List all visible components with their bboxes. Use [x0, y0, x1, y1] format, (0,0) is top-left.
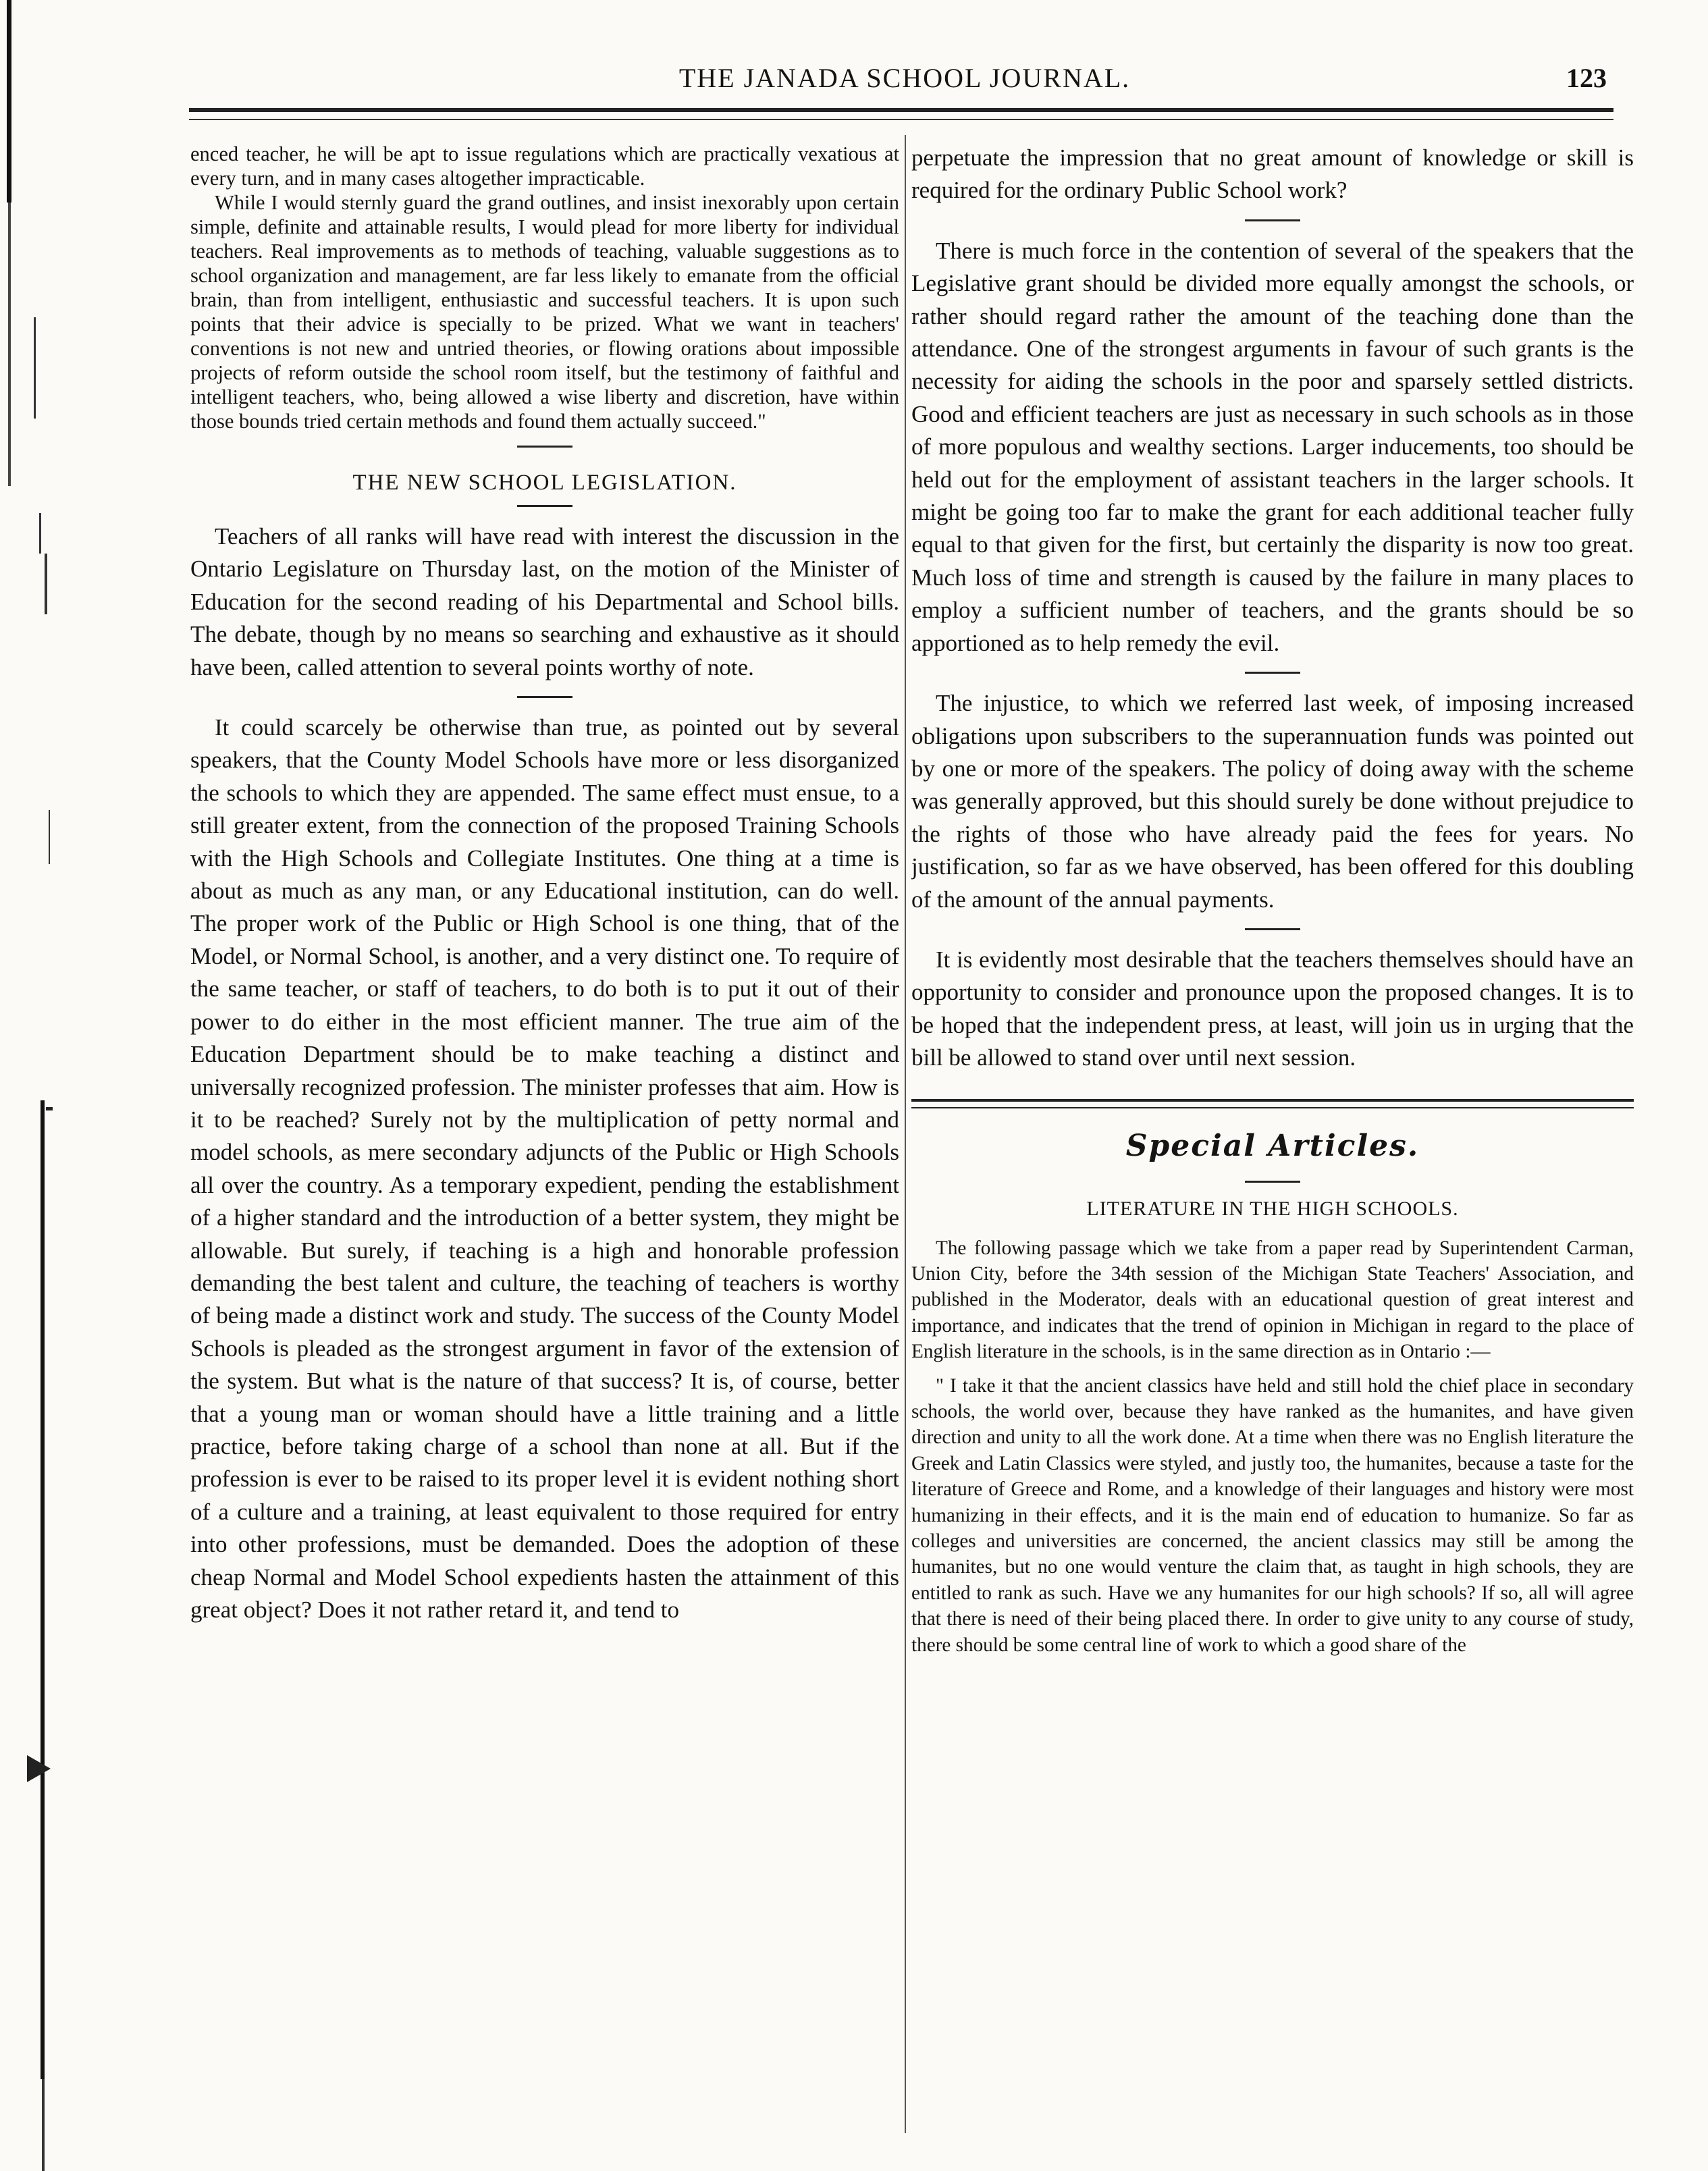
page-binding-edge [0, 0, 81, 2171]
header-rule-thin [189, 119, 1613, 120]
right-paragraph-5: The following passage which we take from a paper read by Superintendent Carman, Union City, before the 34th session of the Michigan State Teachers' Association, and published in the Moderator, deals with an educational question of great interest and importance, and indicates that the trend of opinion in Michigan in regard to the place of English literature in the schools, is in the same direction as in Ontario :— [911, 1237, 1634, 1363]
right-paragraph-6: " I take it that the ancient classics have held and still hold the chief place in secondary schools, the world over, because they have ranked as the humanites, and have given direction and unity to all the work done. At a time when there was no English literature the Greek and Latin Classics were styled, and justly too, the humanites, because a taste for the literature of Greece and Rome, and a knowledge of their languages and history were most humanizing in their effects, and it is the main end of education to humanize. So far as colleges and universities are concerned, the ancient classics may still be among the humanites, but no one would venture the claim that, as taught in high schools, they are entitled to rank as such. Have we any humanites for our high schools? If so, all will agree that there is need of their being placed there. In order to give unity to any course of study, there should be some central line of work to which a good share of the [911, 1374, 1634, 1656]
header-rule-thick [189, 108, 1613, 112]
left-paragraph-1: enced teacher, he will be apt to issue regulations which are practically vexatious at every turn, and in many cases altogether impracticable. [190, 142, 899, 190]
heading-underline [517, 505, 572, 507]
section-double-rule [911, 1099, 1634, 1108]
paragraph-divider [1245, 219, 1300, 221]
right-paragraph-3: The injustice, to which we referred last week, of imposing increased obligations upon subscribers to the superannuation funds was pointed out by one or more of the speakers. The policy of doing away with the scheme was generally approved, but this should surely be done without prejudice to the rights of those who have already paid the fees for years. No justification, so far as we have observed, has been offered for this doubling of the amount of the annual payments. [911, 690, 1634, 913]
right-paragraph-4: It is evidently most desirable that the teachers themselves should have an opportunity to consider and pronounce upon the proposed changes. It is to be hoped that the independent press, at least, will join us in urging that the bill be allowed to stand over until next session. [911, 946, 1634, 1071]
right-paragraph-1: perpetuate the impression that no great amount of knowledge or skill is required for the ordinary Public School work? [911, 144, 1634, 204]
left-paragraph-4: It could scarcely be otherwise than true, as pointed out by several speakers, that the County Model Schools have more or less disorganized the schools to which they are appended. The same effect must ensue, to a still greater extent, from the connection of the proposed Training Schools with the High Schools and Collegiate Institutes. One thing at a time is about as much as any man, or any Educational institution, can do well. The proper work of the Public or High School is one thing, that of the Model, or Normal School, is another, and a very distinct one. To require of the same teacher, or staff of teachers, to do both is to put it out of their power to do either in the most efficient manner. The true aim of the Education Department should be to make teaching a distinct and universally recognized profession. The minister professes that aim. How is it to be reached? Surely not by the multiplication of petty normal and model schools, as mere secondary adjuncts of the Public or High Schools all over the country. As a temporary expedient, pending the establishment of a higher standard and the introduction of a better system, they might be allowable. But surely, if teaching is a high and honorable profession demanding the best talent and culture, the teaching of teachers is worthy of being made a distinct work and study. The success of the County Model Schools is pleaded as the strongest argument in favor of the extension of the system. But what is the nature of that success? It is, of course, better that a young man or woman should have a little training and a little practice, before taking charge of a school than none at all. But if the profession is ever to be raised to its proper level it is evident nothing short of a culture and a training, at least equivalent to those required for entry into other professions, must be demanded. Does the adoption of these cheap Normal and Model School expedients hasten the attainment of this great object? Does it not rather retard it, and tend to [190, 714, 899, 1623]
section-divider [517, 446, 572, 448]
right-paragraph-2: There is much force in the contention of several of the speakers that the Legislative grant should be divided more equally amongst the schools, or rather should regard rather the amount of the teaching done than the attendance. One of the strongest arguments in favour of such grants is the necessity for aiding the schools in the poor and sparsely settled districts. Good and efficient teachers are just as necessary in such schools as in those of more populous and wealthy sections. Larger inducements, too should be held out for the employment of assistant teachers in the larger schools. It might be going too far to make the grant for each additional teacher fully equal to that given for the first, but certainly the disparity is now too great. Much loss of time and strength is caused by the failure in many places to employ a sufficient number of teachers, and the grants should be so apportioned as to help remedy the evil. [911, 237, 1634, 656]
left-column [190, 142, 899, 2140]
special-articles-title: Special Articles. [1125, 1128, 1420, 1163]
journal-title: THE JANADA SCHOOL JOURNAL. [678, 63, 1131, 93]
title-underline [1245, 1181, 1300, 1183]
paragraph-divider [1245, 928, 1300, 930]
left-paragraph-2: While I would sternly guard the grand outlines, and insist inexorably upon certain simple, definite and attainable results, I would plead for more liberty for individual teachers. Real improvements as to methods of teaching, valuable suggestions as to school organization and management, are far less likely to emanate from the official brain, than from intelligent, enthusiastic and successful teachers. It is upon such points that their advice is specially to be prized. What we want in teachers' conventions is not new and untried theories, or flowing orations about impossible projects of reform outside the school room itself, but the testimony of faithful and intelligent teachers, who, being allowed a wise liberty and discretion, have within those bounds tried certain methods and found them actually succeed." [190, 191, 899, 433]
column-divider [905, 135, 906, 2133]
paragraph-divider [1245, 672, 1300, 674]
left-paragraph-3: Teachers of all ranks will have read with interest the discussion in the Ontario Legislature on Thursday last, on the motion of the Minister of Education for the second reading of his Departmental and School bills. The debate, though by no means so searching and exhaustive as it should have been, called attention to several points worthy of note. [190, 523, 899, 680]
paragraph-divider [517, 696, 572, 698]
right-column [911, 142, 1634, 2140]
page-header [203, 62, 1607, 103]
section-heading-legislation: THE NEW SCHOOL LEGISLATION. [352, 471, 737, 495]
section-heading-literature: LITERATURE IN THE HIGH SCHOOLS. [1086, 1197, 1459, 1220]
page-number: 123 [1566, 63, 1607, 93]
